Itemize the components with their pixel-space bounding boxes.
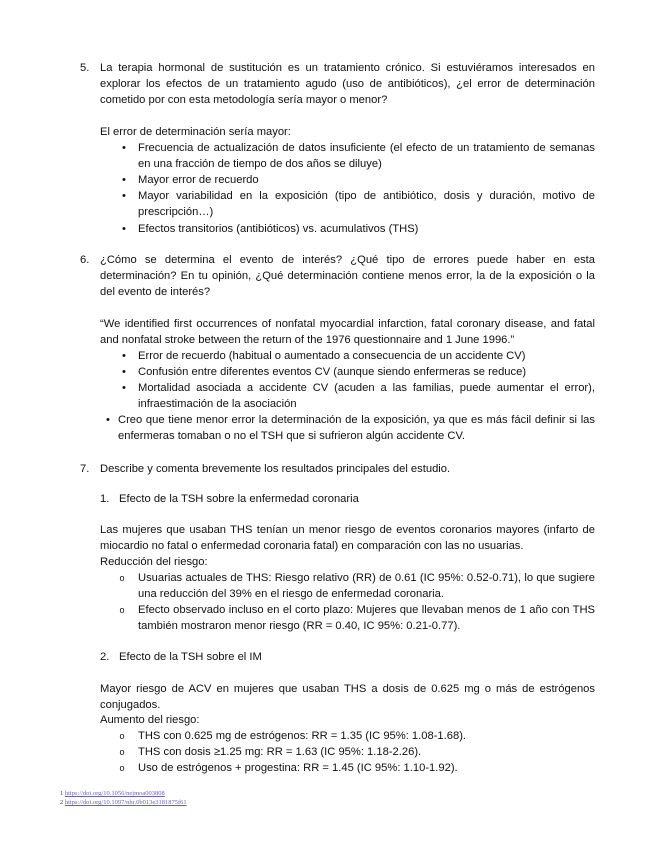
question-6-number: 6. xyxy=(80,254,90,266)
question-5-answer-intro: El error de determinación sería mayor: xyxy=(100,126,291,138)
q6-bullet-2: Confusión entre diferentes eventos CV (aunque siendo enfermeras se reduce) xyxy=(138,366,527,378)
sub2-bullet-2: THS con dosis ≥1.25 mg: RR = 1.63 (IC 95%: 1.18-2.26). xyxy=(138,746,422,758)
footnote-1 xyxy=(60,789,165,798)
q5-bullet-4: Efectos transitorios (antibióticos) vs. acumulativos (THS) xyxy=(138,223,419,235)
subsection-1-number: 1. xyxy=(100,493,110,505)
q6-opinion: Creo que tiene menor error la determinación de la exposición, ya que es más fácil definir si las enfermeras tomaban o no el TSH que si sufrieron algún accidente CV. xyxy=(118,414,595,442)
bullet-circle: o xyxy=(119,747,125,757)
sub1-bullet-2: Efecto observado incluso en el corto plazo: Mujeres que llevaban menos de 1 año con THS también mostraron menor riesgo (RR = 0.40, IC 95%: 0.21-0.77). xyxy=(138,604,595,632)
q5-bullet-3: Mayor variabilidad en la exposición (tipo de antibiótico, dosis y duración, motivo de prescripción…) xyxy=(138,190,595,218)
q5-bullet-1: Frecuencia de actualización de datos insuficiente (el efecto de un tratamiento de semanas en una fracción de tiempo de dos años se diluye) xyxy=(138,142,595,170)
subsection-2-label: Aumento del riesgo: xyxy=(100,714,200,726)
subsection-2-paragraph: Mayor riesgo de ACV en mujeres que usaban THS a dosis de 0.625 mg o más de estrógenos conjugados. xyxy=(100,683,595,711)
question-5-number: 5. xyxy=(80,62,90,74)
bullet-disc: • xyxy=(106,414,110,426)
bullet-circle: o xyxy=(119,573,125,583)
q6-bullet-3: Mortalidad asociada a accidente CV (acuden a las familias, puede aumentar el error), infraestimación de la asociación xyxy=(138,382,595,410)
bullet-disc: • xyxy=(122,190,126,202)
question-7-text: Describe y comenta brevemente los resultados principales del estudio. xyxy=(100,463,451,475)
sub2-bullet-3: Uso de estrógenos + progestina: RR = 1.45 (IC 95%: 1.10-1.92). xyxy=(138,762,458,774)
footnote-1-number: 1 xyxy=(60,790,64,797)
bullet-disc: • xyxy=(122,174,126,186)
bullet-circle: o xyxy=(119,731,125,741)
footnote-2 xyxy=(60,798,187,807)
bullet-disc: • xyxy=(122,366,126,378)
subsection-1-label: Reducción del riesgo: xyxy=(100,556,208,568)
sub1-bullet-1: Usuarias actuales de THS: Riesgo relativo (RR) de 0.61 (IC 95%: 0.52-0.71), lo que sugiere una reducción del 39% en el riesgo de enfermedad coronaria. xyxy=(138,572,595,600)
footnote-2-number: 2 xyxy=(60,799,64,806)
footnote-1-link[interactable]: https://doi.org/10.1056/nejmoa003808 xyxy=(64,790,165,797)
subsection-2-title: Efecto de la TSH sobre el IM xyxy=(119,651,262,663)
footnote-2-link[interactable]: https://doi.org/10.1097/nhr.0b013e3181875f61 xyxy=(64,799,187,806)
question-6-quote: “We identified first occurrences of nonfatal myocardial infarction, fatal coronary disease, and fatal and nonfatal stroke between the return of the 1976 questionnaire and 1 June 1996.” xyxy=(100,318,595,346)
bullet-circle: o xyxy=(119,763,125,773)
bullet-disc: • xyxy=(122,223,126,235)
question-6-text: ¿Cómo se determina el evento de interés? ¿Qué tipo de errores puede haber en esta determinación? En tu opinión, ¿Qué determinación contiene menos error, la de la exposición o la del evento de interés? xyxy=(100,254,595,298)
bullet-disc: • xyxy=(122,382,126,394)
question-7-number: 7. xyxy=(80,463,90,475)
sub2-bullet-1: THS con 0.625 mg de estrógenos: RR = 1.35 (IC 95%: 1.08-1.68). xyxy=(138,730,467,742)
subsection-1-title: Efecto de la TSH sobre la enfermedad coronaria xyxy=(119,493,359,505)
q6-bullet-1: Error de recuerdo (habitual o aumentado a consecuencia de un accidente CV) xyxy=(138,350,526,362)
subsection-1-paragraph: Las mujeres que usaban THS tenían un menor riesgo de eventos coronarios mayores (infarto de miocardio no fatal o enfermedad coronaria fatal) en comparación con las no usuarias. xyxy=(100,524,595,552)
q5-bullet-2: Mayor error de recuerdo xyxy=(138,174,259,186)
bullet-disc: • xyxy=(122,350,126,362)
bullet-disc: • xyxy=(122,142,126,154)
question-5-text: La terapia hormonal de sustitución es un tratamiento crónico. Si estuviéramos interesados en explorar los efectos de un tratamiento agudo (uso de antibióticos), ¿el error de determinación cometido por con esta metodología sería mayor o menor? xyxy=(100,62,595,106)
bullet-circle: o xyxy=(119,605,125,615)
subsection-2-number: 2. xyxy=(100,651,110,663)
